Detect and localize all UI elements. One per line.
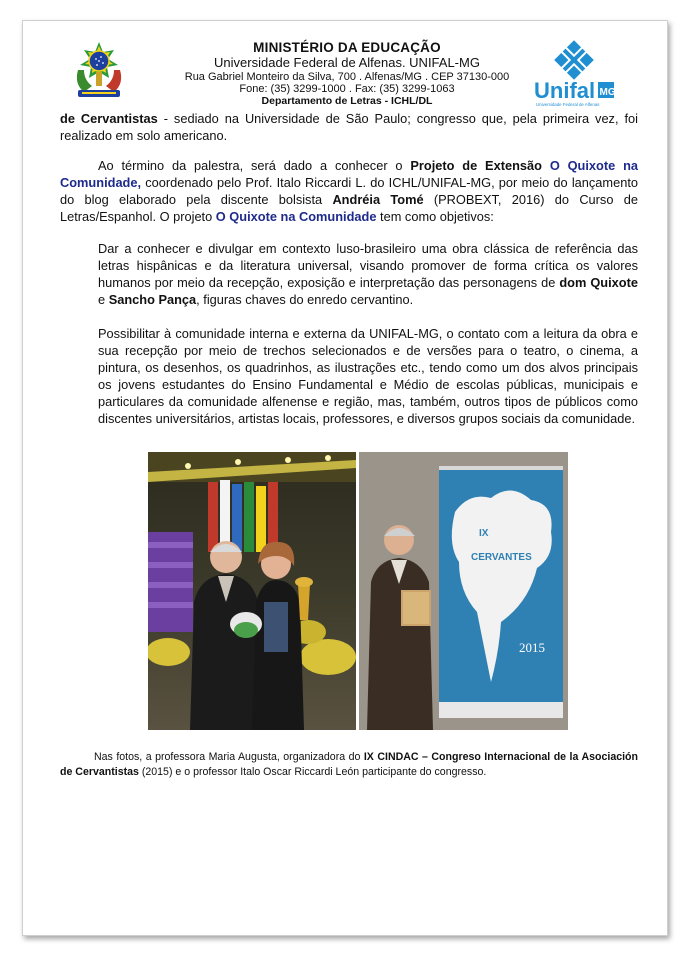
unifal-logo-icon <box>528 38 620 110</box>
p2-bold-project: Projeto de Extensão <box>410 158 542 173</box>
p1-bold: de Cervantistas <box>60 111 158 126</box>
photo-poster <box>359 452 568 730</box>
p3-text-3: , figuras chaves do enredo cervantino. <box>196 292 414 307</box>
logo-tagline: Universidade Federal de Alfenas <box>536 102 600 107</box>
p2-text-4: tem como objetivos: <box>376 209 494 224</box>
ministry-title: MINISTÉRIO DA EDUCAÇÃO <box>253 40 441 55</box>
department-line: Departamento de Letras - ICHL/DL <box>261 95 433 107</box>
photo-couple <box>148 452 356 730</box>
p2-project-name-2: O Quixote na Comunidade <box>215 209 377 224</box>
poster-year: 2015 <box>519 640 545 655</box>
logo-suffix: MG <box>599 87 616 98</box>
university-name: Universidade Federal de Alfenas. UNIFAL-MG <box>214 55 480 70</box>
poster-title: CERVANTES <box>471 552 532 563</box>
p2-student-name: Andréia Tomé <box>332 192 424 207</box>
paragraph-2 <box>60 157 638 225</box>
p2-text-3: (PROBEXT, 2016) do Curso de Letras/Espanhol. O projeto <box>60 192 638 224</box>
paragraph-1 <box>60 110 638 144</box>
p3-text-2: e <box>98 292 109 307</box>
p2-project-name: O Quixote na Comunidade, <box>60 158 639 190</box>
p3-bold-sancho: Sancho Pança <box>108 292 197 307</box>
photo-couple-image <box>148 452 356 730</box>
p1-text: - sediado na Universidade de São Paulo; congresso que, pela primeira vez, foi realizado em solo americano. <box>60 111 638 143</box>
objective-1 <box>98 240 638 308</box>
address-line: Rua Gabriel Monteiro da Silva, 700 . Alfenas/MG . CEP 37130-000 <box>184 71 510 83</box>
caption-text-1: Nas fotos, a professora Maria Augusta, organizadora do <box>94 751 364 763</box>
photo-caption <box>60 750 638 780</box>
unifal-logo <box>528 38 620 110</box>
caption-congress-name: IX CINDAC – Congreso Internacional de la Asociación de Cervantistas <box>60 751 638 778</box>
logo-name: Unifal <box>534 78 596 103</box>
p2-space <box>542 158 550 173</box>
p3-text-1: Dar a conhecer e divulgar em contexto luso-brasileiro uma obra clássica de referência das letras hispânicas e da literatura universal, visando promover de forma crítica os valores humanos por meio da recepção, exposição e interpretação das personagens de <box>98 241 638 290</box>
p3-bold-quixote: dom Quixote <box>559 275 638 290</box>
p2-text-1: Ao término da palestra, será dado a conhecer o <box>98 158 411 173</box>
p2-text-2: coordenado pelo Prof. Italo Riccardi L. do ICHL/UNIFAL-MG, por meio do lançamento do blog elaborado pela discente bolsista <box>60 175 638 207</box>
poster-edition: IX <box>479 528 489 539</box>
objective-2: Possibilitar à comunidade interna e externa da UNIFAL-MG, o contato com a leitura da obra e sua recepção por meio de trechos selecionados e de versões para o teatro, o cinema, a pintura, os desenhos, os quadrinhos, as ilustrações etc., tendo como um dos alvos principais os jovens estudantes do Ensino Fundamental e Médio de escolas públicas, municipais e particulares da comunidade alfenense e região, mas, também, outros tipos de públicos como discentes universitários, artistas locais, professores, e diversos grupos sociais da comunidade. <box>98 326 638 426</box>
caption-text-2: (2015) e o professor Italo Oscar Riccardi León participante do congresso. <box>138 766 487 778</box>
photo-poster-image <box>359 452 568 730</box>
phone-line: Fone: (35) 3299-1000 . Fax: (35) 3299-1063 <box>239 83 455 95</box>
